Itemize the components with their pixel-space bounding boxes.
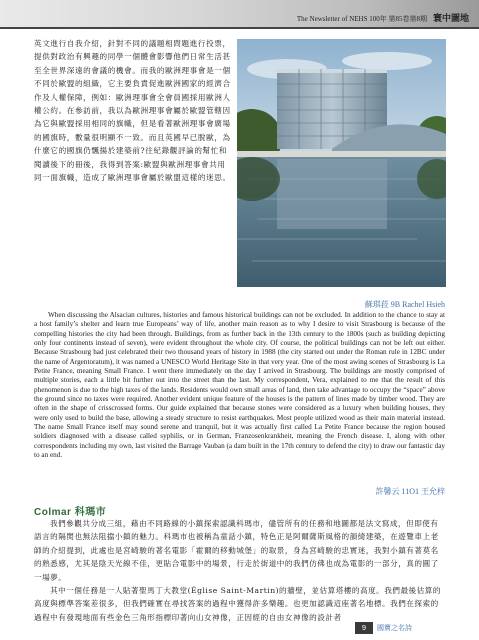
strasbourg-building-photo	[237, 39, 446, 287]
header-rule	[0, 27, 479, 29]
photo-illustration	[237, 39, 446, 287]
article1-signature: 蘇琪菈 9B Rachel Hsieh	[364, 300, 445, 309]
page-number: 9	[355, 622, 373, 634]
colmar-paragraph-1: 我們參觀共分成三組，藉由不同路線的小鎮探索認識科瑪市，儘管所有的任務和地圖都是法文寫成，但即使有語言的隔閡也無法阻擋小鎮的魅力。科瑪市也被稱為童話小鎮，特色正是阿爾薩斯風格的韻綺建築，在遊覽車上老師的介紹提到，此處也是宮崎駿的著名電影「霍爾的移動城堡」的取景，身為宮崎駿的忠實迷，我對小鎮有著莫名的熟悉感，尤其是陰天光線不佳，更貼合電影中的場景，行走於街道中的我們仿佛也成為電影的一部分，真的圓了一場夢。	[34, 519, 439, 582]
article1-chinese-text: 英文進行自我介紹，針對不同的議題相問題進行投票，提供對政治有興趣的同學一個體會影響他們日常生活甚至全世界深遠的會議的機會。而我的歐洲理事會是一個不同於歐盟的組織，它主要負責促進歐洲國家的經濟合作及人權保障，例如：歐洲理事會全會員國採用歐洲人權公約。在參訪前，我以為歐洲理事會屬於歐盟管轄因為它與歐盟採用相同的旗幟，但是看著歐洲理事會廣場的國旗時，數量很明顯不一致。而且英國早已脫歐，為什麼它的國旗仍飄揚於建築前?往紀錄觀評論的幫忙和閱讀後下的冊後，我得到答案:歐盟與歐洲理事會共用同一面旗幟，造成了歐洲理事會屬於歐盟這樣的迷思。	[34, 39, 231, 183]
footer-logo-text: 國寶之名詩	[377, 624, 412, 632]
newsletter-title: The Newsletter of NEHS 100年 第85卷第8期	[296, 15, 427, 23]
colmar-chinese-text	[34, 517, 445, 629]
page-footer	[355, 622, 445, 634]
article2-signature: 許馨云 11O1 王允梓	[375, 487, 445, 496]
colmar-section-title: Colmar 科瑪市	[34, 507, 107, 518]
section-title: 寰中圖地	[432, 13, 469, 23]
colmar-paragraph-2: 其中一個任務是一人貼著聖馬丁大教堂(Église Saint-Martin)的牆壁，並估算塔樓的高度。我們最後估算的高度與標準答案差很多，但我們確實在尋找答案的過程中獲得許多樂趣。也更加認識這座著名地標。我們在探索的過程中有發現地面有些金色三角形指標印著向山女神像，正因經的自由女神像的設計者	[34, 586, 441, 622]
header-text	[297, 11, 469, 24]
article2-english-text	[34, 311, 445, 471]
page-header	[0, 0, 479, 30]
english-paragraph: When discussing the Alsacian cultures, histories and famous historical buildings can not be excluded. In addition to the chance to stay at a host family’s shelter and learn true Europeans’ way of life, another main reason as to why I desire to visit Strasbourg is because of the compelling histories the city had been through. Buildings, from as further back in the 13th century to the 1800s (such as building depicting only four continents instead of seven), were evident throughout the whole city. Of course, the political buildings can not be left out either. Because Strasbourg had just celebrated their two thousand years of history in 1988 (the city started out under the Roman rule in 12BC under the name of Argentoratum), it was named a UNESCO World Heritage Site in that very year. One of the most awing scenes of Strasbourg is La Petite France, meaning Small France. I went there immediately on the day I arrived in Strasbourg. The buildings are mostly comprised of multiple stories, each a little bit further out into the street than the last. My correspondent, Vera, explained to me that the result of this phenomenon is due to the high taxes of the lands. Residents would own small areas of land, then take advantage to occupy the “space” above the ground since no taxes were required. Another evident unique feature of the houses is the pattern of lines made by timber wood. They are often in the shape of crisscrossed forms. Our guide explained that because stones were considered as a luxury when building houses, they were only used to build the base, allowing a steady structure to resist earthquakes. Most people utilized wood as their main material instead. The name Small France itself may sound serene and tranquil, but it was actually first called La Petite France because the region housed soldiers diagnosed with a disease called syphilis, or in German, Franzosenkrankheit, meaning the French disease. I, along with other correspondents including my own, last visited the Barrage Vauban (a dam built in the 17th century to defend the city) to draw our fantastic day to an end.	[34, 311, 445, 460]
